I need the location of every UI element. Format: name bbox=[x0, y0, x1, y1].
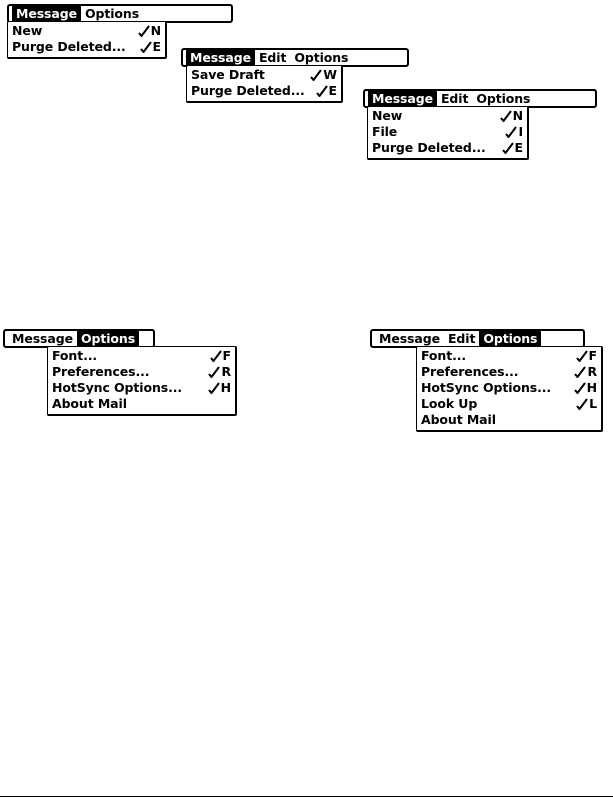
menu-bar-options[interactable]: Options bbox=[479, 331, 541, 346]
graffiti-stroke-icon bbox=[208, 366, 220, 378]
shortcut bbox=[208, 364, 231, 380]
shortcut bbox=[500, 108, 523, 124]
shortcut-key: L bbox=[589, 396, 597, 411]
shortcut bbox=[210, 348, 231, 364]
shortcut-key: N bbox=[150, 23, 161, 38]
menu-message-3 bbox=[363, 89, 603, 164]
graffiti-stroke-icon bbox=[574, 366, 586, 378]
graffiti-stroke-icon bbox=[208, 382, 220, 394]
shortcut-key: H bbox=[586, 380, 597, 395]
dropdown-options bbox=[47, 346, 237, 416]
menu-options-1 bbox=[3, 329, 243, 424]
menu-item-file[interactable] bbox=[368, 124, 527, 140]
menu-bar-options[interactable]: Options bbox=[84, 6, 140, 21]
menu-bar-edit[interactable]: Edit bbox=[258, 50, 287, 65]
shortcut bbox=[138, 23, 161, 39]
shortcut bbox=[502, 140, 523, 156]
shortcut-key: I bbox=[518, 124, 523, 139]
menu-bar-message[interactable]: Message bbox=[12, 331, 73, 346]
shortcut-key: F bbox=[222, 348, 231, 363]
shortcut-key: H bbox=[220, 380, 231, 395]
graffiti-stroke-icon bbox=[138, 25, 150, 37]
menu-bar-message[interactable]: Message bbox=[379, 331, 440, 346]
menu-item-font[interactable] bbox=[417, 348, 601, 364]
graffiti-stroke-icon bbox=[502, 142, 514, 154]
menu-bar-options[interactable]: Options bbox=[294, 50, 349, 65]
menu-item-label: Purge Deleted... bbox=[12, 39, 126, 54]
graffiti-stroke-icon bbox=[140, 41, 152, 53]
menu-item-purge-deleted[interactable] bbox=[368, 140, 527, 156]
shortcut-key: R bbox=[221, 364, 231, 379]
menu-bar-options[interactable]: Options bbox=[476, 91, 531, 106]
graffiti-stroke-icon bbox=[576, 350, 588, 362]
shortcut bbox=[140, 39, 161, 55]
menu-item-new[interactable] bbox=[368, 108, 527, 124]
shortcut bbox=[576, 348, 597, 364]
menu-item-label: About Mail bbox=[421, 412, 496, 427]
menu-item-new[interactable] bbox=[8, 23, 165, 39]
shortcut bbox=[505, 124, 523, 140]
shortcut bbox=[576, 396, 597, 412]
menu-item-save-draft[interactable] bbox=[187, 67, 341, 83]
dropdown-message bbox=[7, 21, 167, 59]
menu-item-label: Purge Deleted... bbox=[191, 83, 305, 98]
shortcut-key: W bbox=[323, 67, 337, 82]
dropdown-message bbox=[186, 65, 343, 103]
menu-item-label: Purge Deleted... bbox=[372, 140, 486, 155]
dropdown-message bbox=[367, 106, 529, 160]
menu-item-about-mail[interactable] bbox=[48, 396, 235, 412]
menu-item-preferences[interactable] bbox=[417, 364, 601, 380]
menu-item-label: New bbox=[12, 23, 43, 38]
menu-item-label: About Mail bbox=[52, 396, 127, 411]
menu-options-2 bbox=[370, 329, 605, 444]
menu-item-about-mail[interactable] bbox=[417, 412, 601, 428]
shortcut-key: E bbox=[328, 83, 337, 98]
menu-item-label: File bbox=[372, 124, 398, 139]
menu-item-purge-deleted[interactable] bbox=[187, 83, 341, 99]
menu-item-label: Look Up bbox=[421, 396, 478, 411]
menu-item-label: Font... bbox=[52, 348, 98, 363]
graffiti-stroke-icon bbox=[500, 110, 512, 122]
menu-bar-message[interactable]: Message bbox=[186, 50, 255, 65]
shortcut-key: R bbox=[587, 364, 597, 379]
shortcut bbox=[310, 67, 337, 83]
shortcut bbox=[574, 380, 597, 396]
menu-item-hotsync-options[interactable] bbox=[417, 380, 601, 396]
shortcut-key: E bbox=[152, 39, 161, 54]
dropdown-options bbox=[416, 346, 603, 432]
menu-bar-message[interactable]: Message bbox=[368, 91, 437, 106]
graffiti-stroke-icon bbox=[316, 85, 328, 97]
menu-item-label: Preferences... bbox=[52, 364, 150, 379]
menu-bar-edit[interactable]: Edit bbox=[440, 91, 469, 106]
shortcut-key: N bbox=[512, 108, 523, 123]
menu-item-label: Save Draft bbox=[191, 67, 265, 82]
graffiti-stroke-icon bbox=[574, 382, 586, 394]
menu-item-label: Preferences... bbox=[421, 364, 519, 379]
shortcut bbox=[574, 364, 597, 380]
menu-item-label: HotSync Options... bbox=[421, 380, 552, 395]
menu-item-label: New bbox=[372, 108, 403, 123]
menu-bar-options[interactable]: Options bbox=[77, 331, 139, 346]
menu-item-label: HotSync Options... bbox=[52, 380, 183, 395]
menu-item-font[interactable] bbox=[48, 348, 235, 364]
graffiti-stroke-icon bbox=[310, 69, 322, 81]
menu-item-hotsync-options[interactable] bbox=[48, 380, 235, 396]
shortcut bbox=[316, 83, 337, 99]
menu-item-preferences[interactable] bbox=[48, 364, 235, 380]
graffiti-stroke-icon bbox=[210, 350, 222, 362]
menu-item-label: Font... bbox=[421, 348, 467, 363]
page-divider bbox=[0, 796, 613, 797]
menu-bar-message[interactable]: Message bbox=[12, 6, 81, 21]
graffiti-stroke-icon bbox=[576, 398, 588, 410]
menu-item-purge-deleted[interactable] bbox=[8, 39, 165, 55]
shortcut-key: F bbox=[588, 348, 597, 363]
graffiti-stroke-icon bbox=[505, 126, 517, 138]
menu-bar-edit[interactable]: Edit bbox=[447, 331, 476, 346]
shortcut-key: E bbox=[514, 140, 523, 155]
shortcut bbox=[208, 380, 231, 396]
menu-item-look-up[interactable] bbox=[417, 396, 601, 412]
